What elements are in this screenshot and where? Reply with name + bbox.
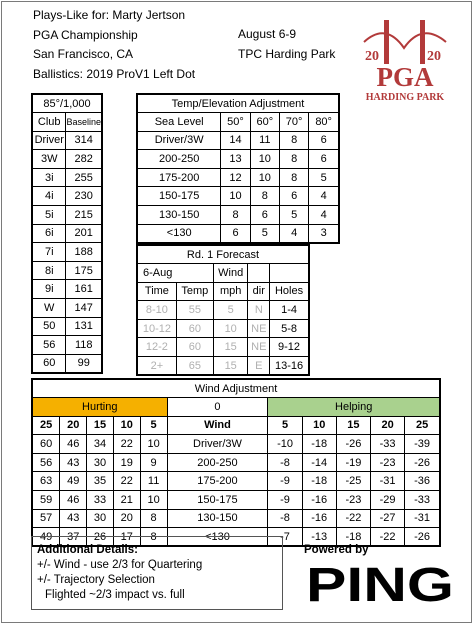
baseline-value: 131 (66, 317, 102, 336)
baseline-value: 147 (66, 299, 102, 318)
forecast-cell: 9-12 (270, 338, 309, 357)
wind-value: -18 (302, 472, 336, 491)
wind-value: -22 (370, 528, 404, 547)
wind-header: 10 (113, 416, 140, 435)
club-header: Club (32, 113, 66, 132)
temp-value: 8 (279, 150, 308, 169)
forecast-cell: 60 (176, 338, 213, 357)
club-table-title: 85°/1,000 (32, 94, 102, 113)
wind-value: 30 (87, 453, 114, 472)
header-right (238, 25, 335, 64)
wind-range: 130-150 (167, 509, 268, 528)
forecast-header: mph (213, 282, 248, 301)
wind-value: 19 (113, 453, 140, 472)
forecast-cell: 2+ (137, 357, 176, 376)
baseline-value: 118 (66, 336, 102, 355)
forecast-header: dir (248, 282, 270, 301)
forecast-row (137, 338, 309, 357)
temp-header: 60° (250, 113, 279, 132)
event-location: San Francisco, CA (33, 47, 134, 61)
zero-header: 0 (167, 398, 268, 417)
ballistics: Ballistics: 2019 ProV1 Left Dot (33, 66, 196, 81)
temp-value: 12 (221, 168, 250, 187)
temp-value: 6 (221, 224, 250, 243)
forecast-cell: N (248, 301, 270, 320)
wind-value: 30 (87, 509, 114, 528)
wind-value: 63 (32, 472, 60, 491)
forecast-header: Temp (176, 282, 213, 301)
wind-value: 33 (87, 491, 114, 510)
club-row (32, 187, 102, 206)
baseline-value: 175 (66, 261, 102, 280)
club-name: 4i (32, 187, 66, 206)
temp-value: 4 (309, 206, 339, 225)
wind-value: 9 (140, 453, 167, 472)
wind-header: 25 (32, 416, 60, 435)
wind-header: 15 (87, 416, 114, 435)
baseline-value: 188 (66, 243, 102, 262)
wind-value: -18 (302, 435, 336, 454)
club-name: 6i (32, 224, 66, 243)
wind-value: -13 (302, 528, 336, 547)
wind-value: 8 (140, 509, 167, 528)
wind-header: 15 (336, 416, 370, 435)
club-table (31, 93, 103, 374)
club-row (32, 317, 102, 336)
forecast-cell: 10-12 (137, 319, 176, 338)
wind-value: -10 (268, 435, 302, 454)
wind-value: -23 (336, 491, 370, 510)
wind-value: 37 (60, 528, 87, 547)
wind-value: -29 (370, 491, 404, 510)
forecast-cell: 8-10 (137, 301, 176, 320)
forecast-cell: 12-2 (137, 338, 176, 357)
forecast-cell: 10 (213, 319, 248, 338)
forecast-cell: 1-4 (270, 301, 309, 320)
wind-range: 175-200 (167, 472, 268, 491)
temp-value: 6 (309, 131, 339, 150)
temp-value: 8 (221, 206, 250, 225)
forecast-cell: 5-8 (270, 319, 309, 338)
wind-value: 49 (32, 528, 60, 547)
wind-value: 11 (140, 472, 167, 491)
temp-table-title: Temp/Elevation Adjustment (137, 94, 339, 113)
wind-value: -22 (336, 509, 370, 528)
club-row (32, 224, 102, 243)
baseline-value: 230 (66, 187, 102, 206)
club-row (32, 299, 102, 318)
club-row (32, 261, 102, 280)
wind-value: 59 (32, 491, 60, 510)
forecast-cell: 5 (213, 301, 248, 320)
temp-value: 8 (279, 131, 308, 150)
wind-header: Wind (167, 416, 268, 435)
club-name: 8i (32, 261, 66, 280)
club-name: 7i (32, 243, 66, 262)
forecast-cell: NE (248, 338, 270, 357)
temp-value: 11 (250, 131, 279, 150)
wind-value: 26 (87, 528, 114, 547)
wind-value: -18 (336, 528, 370, 547)
wind-value: 60 (32, 435, 60, 454)
forecast-title: Rd. 1 Forecast (137, 245, 309, 264)
temp-range: 200-250 (137, 150, 221, 169)
temp-value: 10 (221, 187, 250, 206)
ping-logo (306, 559, 456, 605)
temp-row (137, 168, 339, 187)
wind-value: -16 (302, 491, 336, 510)
logo-mark: PGA (376, 62, 434, 92)
helping-header: Helping (268, 398, 440, 417)
temp-row (137, 131, 339, 150)
wind-value: 49 (60, 472, 87, 491)
wind-value: 22 (113, 472, 140, 491)
wind-value: 17 (113, 528, 140, 547)
logo-year-right: 20 (427, 49, 441, 64)
temp-row (137, 187, 339, 206)
wind-header: 5 (268, 416, 302, 435)
additional-details (31, 536, 283, 610)
wind-adjustment-table (31, 378, 441, 547)
event-name: PGA Championship (33, 27, 138, 42)
wind-row (32, 453, 440, 472)
wind-value: -26 (405, 453, 440, 472)
wind-value: 57 (32, 509, 60, 528)
temp-value: 8 (250, 187, 279, 206)
course-name: TPC Harding Park (238, 46, 336, 61)
forecast-header: Time (137, 282, 176, 301)
player-name: Plays-Like for: Marty Jertson (33, 8, 186, 22)
club-name: 60 (32, 354, 66, 373)
wind-value: -23 (370, 453, 404, 472)
wind-header: 25 (405, 416, 440, 435)
temp-value: 4 (279, 224, 308, 243)
wind-value: 8 (140, 528, 167, 547)
note-line: +/- Trajectory Selection (37, 574, 155, 586)
forecast-header: Holes (270, 282, 309, 301)
wind-value: 43 (60, 509, 87, 528)
club-row (32, 131, 102, 150)
wind-header: 10 (302, 416, 336, 435)
wind-range: <130 (167, 528, 268, 547)
baseline-header: Baseline (66, 113, 102, 132)
wind-value: 10 (140, 491, 167, 510)
club-name: 56 (32, 336, 66, 355)
temp-value: 6 (309, 150, 339, 169)
temp-value: 10 (250, 168, 279, 187)
powered-by: Powered by (304, 544, 369, 556)
temp-row (137, 206, 339, 225)
temp-range: 175-200 (137, 168, 221, 187)
wind-value: -26 (405, 528, 440, 547)
temp-header: Sea Level (137, 113, 221, 132)
temp-value: 14 (221, 131, 250, 150)
baseline-value: 161 (66, 280, 102, 299)
forecast-row (137, 357, 309, 376)
wind-value: -16 (302, 509, 336, 528)
wind-value: 20 (113, 509, 140, 528)
club-row (32, 280, 102, 299)
temp-value: 5 (279, 206, 308, 225)
club-name: 9i (32, 280, 66, 299)
temp-value: 3 (309, 224, 339, 243)
temp-elevation-table (136, 93, 340, 244)
club-name: 50 (32, 317, 66, 336)
baseline-value: 215 (66, 206, 102, 225)
club-row (32, 168, 102, 187)
wind-value: 56 (32, 453, 60, 472)
club-row (32, 354, 102, 373)
temp-value: 5 (250, 224, 279, 243)
forecast-wind-label: Wind (213, 264, 248, 283)
hurting-header: Hurting (32, 398, 167, 417)
club-row (32, 150, 102, 169)
baseline-value: 255 (66, 168, 102, 187)
forecast-cell: 60 (176, 319, 213, 338)
baseline-value: 282 (66, 150, 102, 169)
forecast-cell: 13-16 (270, 357, 309, 376)
wind-range: Driver/3W (167, 435, 268, 454)
wind-value: -31 (405, 509, 440, 528)
wind-value: -9 (268, 472, 302, 491)
temp-range: Driver/3W (137, 131, 221, 150)
temp-value: 13 (221, 150, 250, 169)
temp-value: 6 (250, 206, 279, 225)
wind-value: 34 (87, 435, 114, 454)
temp-range: 130-150 (137, 206, 221, 225)
club-name: 3i (32, 168, 66, 187)
ping-wordmark: PING (306, 559, 454, 605)
logo-year-left: 20 (365, 49, 379, 64)
wind-row (32, 435, 440, 454)
wind-header: 5 (140, 416, 167, 435)
club-row (32, 206, 102, 225)
header-left (33, 6, 195, 84)
wind-value: -36 (405, 472, 440, 491)
temp-row (137, 224, 339, 243)
note-line: +/- Wind - use 2/3 for Quartering (37, 559, 203, 571)
temp-value: 4 (309, 187, 339, 206)
forecast-cell: E (248, 357, 270, 376)
club-name: W (32, 299, 66, 318)
forecast-cell: NE (248, 319, 270, 338)
temp-value: 10 (250, 150, 279, 169)
temp-value: 8 (279, 168, 308, 187)
notes-title: Additional Details: (37, 544, 138, 556)
baseline-value: 314 (66, 131, 102, 150)
forecast-cell: 55 (176, 301, 213, 320)
wind-range: 200-250 (167, 453, 268, 472)
temp-value: 6 (279, 187, 308, 206)
wind-value: -33 (405, 491, 440, 510)
wind-row (32, 509, 440, 528)
forecast-date: 6-Aug (137, 264, 213, 283)
wind-value: -25 (336, 472, 370, 491)
event-dates: August 6-9 (238, 27, 297, 41)
club-row (32, 243, 102, 262)
temp-range: <130 (137, 224, 221, 243)
temp-range: 150-175 (137, 187, 221, 206)
wind-value: -9 (268, 491, 302, 510)
wind-value: -19 (336, 453, 370, 472)
forecast-cell: 65 (176, 357, 213, 376)
club-row (32, 336, 102, 355)
club-name: 5i (32, 206, 66, 225)
wind-value: -31 (370, 472, 404, 491)
wind-value: 22 (113, 435, 140, 454)
wind-table-title: Wind Adjustment (32, 379, 440, 398)
wind-value: 43 (60, 453, 87, 472)
wind-value: -7 (268, 528, 302, 547)
wind-value: 46 (60, 491, 87, 510)
wind-value: -27 (370, 509, 404, 528)
wind-row (32, 491, 440, 510)
temp-header: 70° (279, 113, 308, 132)
forecast-cell: 15 (213, 357, 248, 376)
wind-value: 35 (87, 472, 114, 491)
wind-value: -8 (268, 509, 302, 528)
temp-row (137, 150, 339, 169)
wind-value: 46 (60, 435, 87, 454)
temp-header: 80° (309, 113, 339, 132)
wind-value: -8 (268, 453, 302, 472)
wind-row (32, 472, 440, 491)
wind-value: -14 (302, 453, 336, 472)
wind-value: -33 (370, 435, 404, 454)
baseline-value: 99 (66, 354, 102, 373)
club-name: 3W (32, 150, 66, 169)
wind-range: 150-175 (167, 491, 268, 510)
forecast-table (136, 244, 310, 376)
club-name: Driver (32, 131, 66, 150)
wind-header: 20 (370, 416, 404, 435)
forecast-row (137, 319, 309, 338)
wind-header: 20 (60, 416, 87, 435)
temp-header: 50° (221, 113, 250, 132)
wind-value: 21 (113, 491, 140, 510)
wind-value: -39 (405, 435, 440, 454)
forecast-row (137, 301, 309, 320)
wind-value: -26 (336, 435, 370, 454)
note-line: Flighted ~2/3 impact vs. full (45, 589, 185, 601)
pga-logo (362, 18, 448, 106)
forecast-cell: 15 (213, 338, 248, 357)
logo-subtitle: HARDING PARK (365, 92, 445, 103)
baseline-value: 201 (66, 224, 102, 243)
wind-value: 10 (140, 435, 167, 454)
temp-value: 5 (309, 168, 339, 187)
